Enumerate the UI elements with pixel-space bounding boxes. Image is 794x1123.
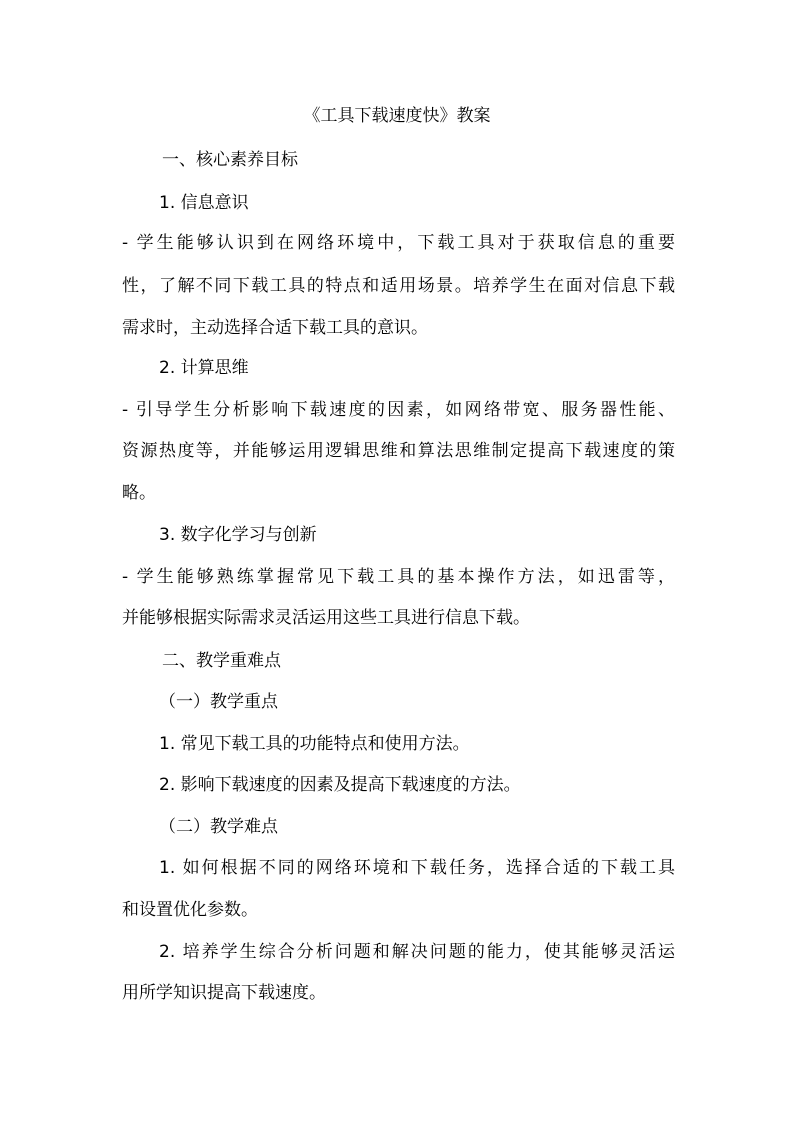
document-title: 《工具下载速度快》教案 xyxy=(303,106,491,126)
list-item: 2. 影响下载速度的因素及提高下载速度的方法。 xyxy=(159,775,521,795)
paragraph-line: 资源热度等，并能够运用逻辑思维和算法思维制定提高下载速度的策 xyxy=(122,441,675,461)
item-heading: 3. 数字化学习与创新 xyxy=(159,525,317,545)
subsection-heading: （二）教学难点 xyxy=(159,817,278,837)
list-item xyxy=(159,939,675,965)
list-item xyxy=(159,855,675,881)
list-item-line: 用所学知识提高下载速度。 xyxy=(122,983,326,1003)
paragraph-line: - 引导学生分析影响下载速度的因素，如网络带宽、服务器性能、 xyxy=(122,400,675,420)
paragraph xyxy=(122,273,675,299)
paragraph-line: 并能够根据实际需求灵活运用这些工具进行信息下载。 xyxy=(122,608,530,628)
paragraph xyxy=(122,438,675,464)
item-heading: 2. 计算思维 xyxy=(159,358,249,378)
paragraph-line: - 学生能够熟练掌握常见下载工具的基本操作方法，如迅雷等， xyxy=(122,567,675,587)
item-heading: 1. 信息意识 xyxy=(159,193,249,213)
section-heading: 二、教学重难点 xyxy=(162,651,281,671)
paragraph xyxy=(122,397,675,423)
paragraph xyxy=(122,564,675,590)
paragraph-line: 需求时，主动选择合适下载工具的意识。 xyxy=(122,318,428,338)
paragraph-line: 性，了解不同下载工具的特点和适用场景。培养学生在面对信息下载 xyxy=(122,276,675,296)
paragraph-line: 略。 xyxy=(122,483,156,503)
list-item-line: 1. 如何根据不同的网络环境和下载任务，选择合适的下载工具 xyxy=(159,858,675,878)
section-heading: 一、核心素养目标 xyxy=(162,150,298,170)
subsection-heading: （一）教学重点 xyxy=(159,692,278,712)
list-item: 1. 常见下载工具的功能特点和使用方法。 xyxy=(159,734,470,754)
paragraph xyxy=(122,230,675,275)
list-item-line: 和设置优化参数。 xyxy=(122,900,258,920)
list-item-line: 2. 培养学生综合分析问题和解决问题的能力，使其能够灵活运 xyxy=(159,942,675,962)
paragraph-line: - 学生能够认识到在网络环境中，下载工具对于获取信息的重要 xyxy=(122,233,675,253)
